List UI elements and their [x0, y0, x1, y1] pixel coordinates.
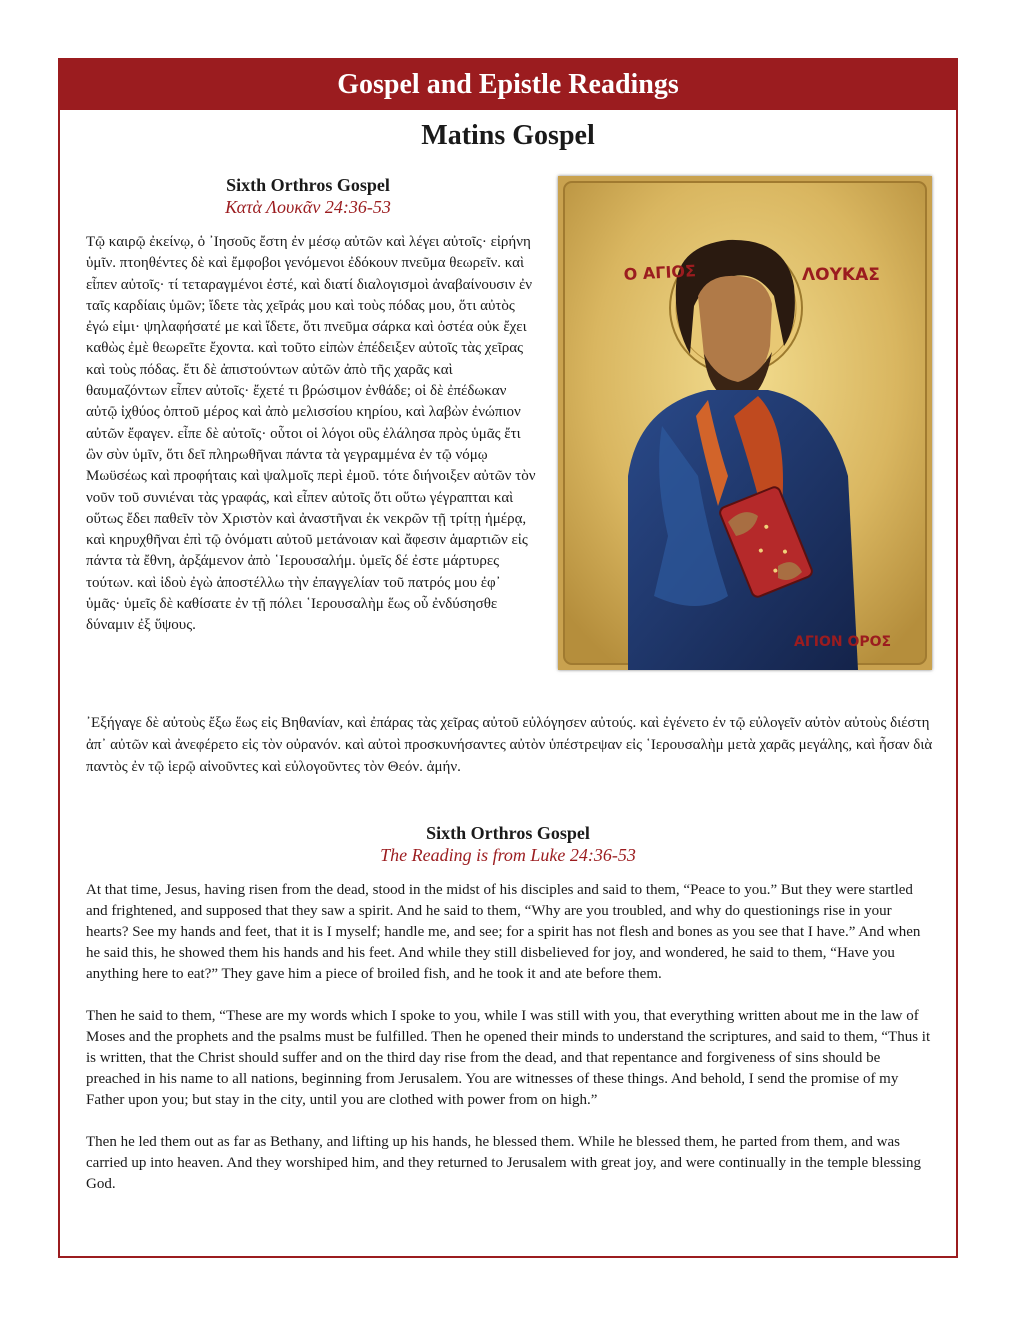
english-reference: The Reading is from Luke 24:36-53	[380, 845, 636, 865]
page-banner: Gospel and Epistle Readings	[60, 60, 956, 110]
greek-section-header	[86, 174, 530, 218]
english-body	[86, 880, 936, 1216]
greek-paragraph-1: Τῷ καιρῷ ἐκείνῳ, ὁ ᾿Ιησοῦς ἔστη ἐν μέσῳ αὐτῶν καὶ λέγει αὐτοῖς· εἰρήνη ὑμῖν. πτοηθέντες δὲ καὶ ἔμφοβοι γενόμενοι ἐδόκουν πνεῦμα θεωρεῖν. καὶ εἶπεν αὐτοῖς· τί τεταραγμένοι ἐστέ, καὶ διατί διαλογισμοὶ ἀναβαίνουσιν ἐν ταῖς καρδίαις ὑμῶν; ἴδετε τὰς χεῖράς μου καὶ τοὺς πόδας μου, ὅτι αὐτὸς ἐγώ εἰμι· ψηλαφήσατέ με καὶ ἴδετε, ὅτι πνεῦμα σάρκα καὶ ὀστέα οὐκ ἔχει καθὼς ἐμὲ θεωρεῖτε ἔχοντα. καὶ τοῦτο εἰπὼν ἐπέδειξεν αὐτοῖς τὰς χεῖρας καὶ τοὺς πόδας. ἔτι δὲ ἀπιστούντων αὐτῶν ἀπὸ τῆς χαρᾶς καὶ θαυμαζόντων εἶπεν αὐτοῖς· ἔχετέ τι βρώσιμον ἐνθάδε; οἱ δὲ ἐπέδωκαν αὐτῷ ἰχθύος ὀπτοῦ μέρος καὶ ἀπὸ μελισσίου κηρίου, καὶ λαβὼν ἐνώπιον αὐτῶν ἔφαγεν. εἶπε δὲ αὐτοῖς· οὗτοι οἱ λόγοι οὓς ἐλάλησα πρὸς ὑμᾶς ἔτι ὢν σὺν ὑμῖν, ὅτι δεῖ πληρωθῆναι πάντα τὰ γεγραμμένα ἐν τῷ νόμῳ Μωϋσέως καὶ προφήταις καὶ ψαλμοῖς περὶ ἐμοῦ. τότε διήνοιξεν αὐτῶν τὸν νοῦν τοῦ συνιέναι τὰς γραφάς, καὶ εἶπεν αὐτοῖς ὅτι οὕτω γέγραπται καὶ οὕτως ἔδει παθεῖν τὸν Χριστὸν καὶ ἀναστῆναι ἐκ νεκρῶν τῇ τρίτῃ ἡμέρᾳ, καὶ κηρυχθῆναι ἐπὶ τῷ ὀνόματι αὐτοῦ μετάνοιαν καὶ ἄφεσιν ἁμαρτιῶν εἰς πάντα τὰ ἔθνη, ἀρξάμενον ἀπὸ ῾Ιερουσαλήμ. ὑμεῖς δέ ἐστε μάρτυρες τούτων. καὶ ἰδοὺ ἐγὼ ἀποστέλλω τὴν ἐπαγγελίαν τοῦ πατρός μου ἐφ᾿ ὑμᾶς· ὑμεῖς δὲ καθίσατε ἐν τῇ πόλει ῾Ιερουσαλὴμ ἕως οὗ ἐνδύσησθε δύναμιν ἐξ ὕψους.	[86, 234, 536, 634]
saint-luke-icon-image	[558, 176, 932, 670]
page-title: Matins Gospel	[421, 120, 595, 151]
inscription-right: ΛΟΥΚΑΣ	[802, 265, 880, 285]
english-section-header	[60, 822, 956, 866]
greek-heading: Sixth Orthros Gospel	[226, 175, 390, 195]
english-paragraph: Then he said to them, “These are my words which I spoke to you, while I was still with you, that everything written about me in the law of Moses and the prophets and the psalms must be fulfilled. Then he opened their minds to understand the scriptures, and said to them, “Thus it is written, that the Christ should suffer and on the third day rise from the dead, and that repentance and forgiveness of sins should be preached in his name to all nations, beginning from Jerusalem. You are witnesses of these things. And behold, I send the promise of my Father upon you; but stay in the city, until you are clothed with power from on high.”	[86, 1008, 931, 1108]
english-paragraph: Then he led them out as far as Bethany, and lifting up his hands, he blessed them. While he blessed them, he parted from them, and was carried up into heaven. And they worshiped him, and they returned to Jerusalem with great joy, and were continually in the temple blessing God.	[86, 1134, 922, 1192]
english-heading: Sixth Orthros Gospel	[426, 823, 590, 843]
greek-paragraph-2: ᾿Εξήγαγε δὲ αὐτοὺς ἔξω ἕως εἰς Βηθανίαν, καὶ ἐπάρας τὰς χεῖρας αὐτοῦ εὐλόγησεν αὐτούς. καὶ ἐγένετο ἐν τῷ εὐλογεῖν αὐτὸν αὐτοὺς διέστη ἀπ᾿ αὐτῶν καὶ ἀνεφέρετο εἰς τὸν οὐρανόν. καὶ αὐτοὶ προσκυνήσαντες αὐτὸν ὑπέστρεψαν εἰς ῾Ιερουσαλὴμ μετὰ χαρᾶς μεγάλης, καὶ ἦσαν διὰ παντὸς ἐν τῷ ἱερῷ αἰνοῦντες καὶ εὐλογοῦντες τὸν Θεόν. ἀμήν.	[86, 715, 933, 775]
greek-reference: Κατὰ Λουκᾶν 24:36-53	[225, 197, 391, 217]
page-frame	[58, 58, 958, 1258]
inscription-left: Ο ΑΓΙΟΣ	[623, 261, 697, 284]
english-paragraph: At that time, Jesus, having risen from the dead, stood in the midst of his disciples and said to them, “Peace to you.” But they were startled and frightened, and supposed that they saw a spirit. And he said to them, “Why are you troubled, and why do questionings rise in your hearts? See my hands and feet, that it is I myself; handle me, and see; for a spirit has not flesh and bones as you see that I have.” And when he said this, he showed them his hands and his feet. And while they still disbelieved for joy, and wondered, he said to them, “Have you anything here to eat?” They gave him a piece of broiled fish, and he took it and ate before them.	[86, 882, 921, 982]
icon-signature: ΑΓΙΟΝ ΟΡΟΣ	[794, 634, 892, 650]
